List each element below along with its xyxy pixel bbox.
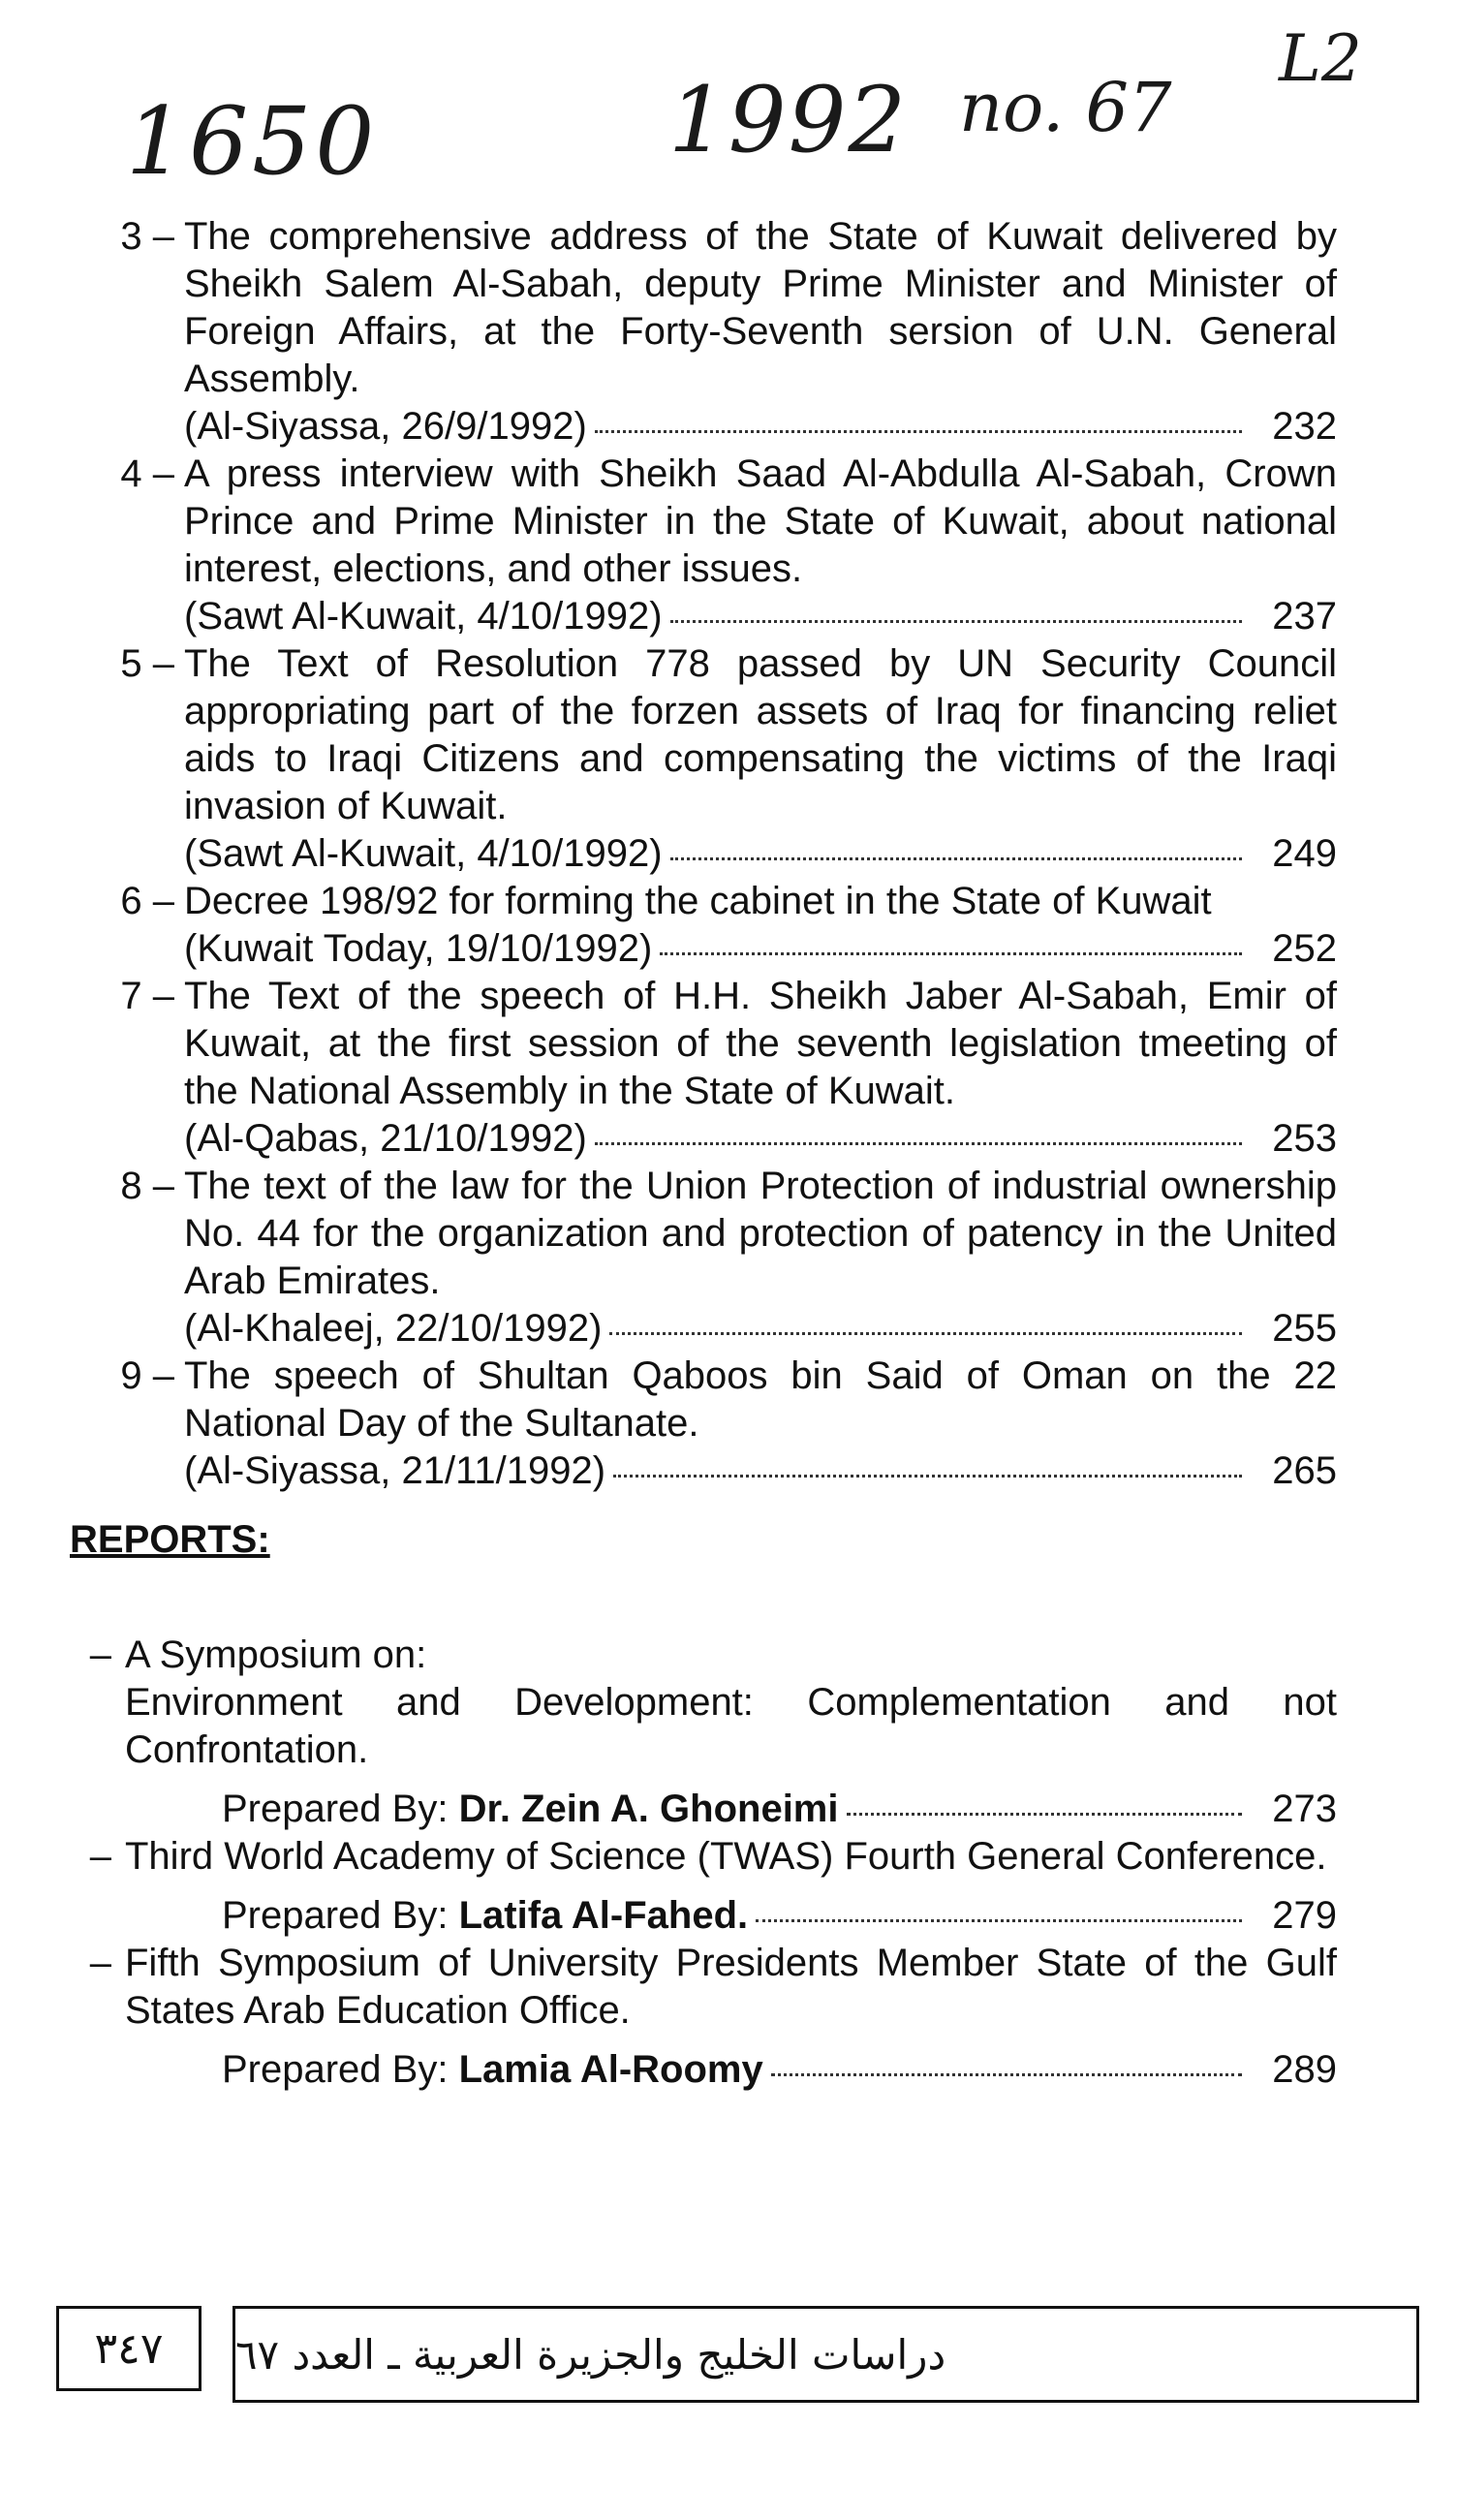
prepared-by-label: Prepared By: bbox=[222, 2048, 449, 2091]
entry-source: (Al-Khaleej, 22/10/1992) bbox=[184, 1307, 603, 1350]
prepared-by-label: Prepared By: bbox=[222, 1894, 449, 1937]
leader-dots bbox=[613, 1475, 1242, 1478]
footer-page-number: ٣٤٧ bbox=[56, 2306, 202, 2391]
handwritten-corner-mark: L2 bbox=[1279, 21, 1362, 96]
report-entry bbox=[58, 1940, 1337, 2094]
toc-entry bbox=[58, 213, 1337, 451]
report-entry bbox=[58, 1632, 1337, 1833]
report-entry bbox=[58, 1833, 1337, 1940]
leader-dots bbox=[670, 857, 1242, 860]
entry-source: (Sawt Al-Kuwait, 4/10/1992) bbox=[184, 832, 663, 875]
report-title: Fifth Symposium of University Presidents Member State of the Gulf States Arab Education Office. bbox=[125, 1942, 1337, 2032]
entry-page-number: 265 bbox=[1272, 1449, 1337, 1492]
report-page-number: 279 bbox=[1272, 1894, 1337, 1937]
toc-entry bbox=[58, 878, 1337, 973]
footer-journal-title: دراسات الخليج والجزيرة العربية ـ العدد ٦٧ bbox=[232, 2306, 1419, 2403]
entry-description: A press interview with Sheikh Saad Al-Abdulla Al-Sabah, Crown Prince and Prime Minister in the State of Kuwait, about national interest, elections, and other issues. bbox=[184, 452, 1337, 590]
entry-source: (Al-Siyassa, 26/9/1992) bbox=[184, 405, 587, 448]
entry-number: 4 – bbox=[120, 452, 174, 495]
leader-dots bbox=[595, 1142, 1242, 1145]
entry-source: (Al-Qabas, 21/10/1992) bbox=[184, 1117, 587, 1160]
toc-entry bbox=[58, 640, 1337, 878]
report-author: Dr. Zein A. Ghoneimi bbox=[458, 1788, 839, 1830]
entry-description: Decree 198/92 for forming the cabinet in the State of Kuwait bbox=[184, 880, 1212, 922]
report-title: A Symposium on: bbox=[125, 1633, 427, 1676]
entry-number: 9 – bbox=[120, 1354, 174, 1397]
handwritten-year: 1992 bbox=[668, 68, 909, 173]
entry-description: The Text of the speech of H.H. Sheikh Jaber Al-Sabah, Emir of Kuwait, at the first session of the seventh legislation tmeeting of the National Assembly in the State of Kuwait. bbox=[184, 975, 1337, 1112]
entry-source: (Sawt Al-Kuwait, 4/10/1992) bbox=[184, 595, 663, 638]
prepared-by-label: Prepared By: bbox=[222, 1788, 449, 1830]
leader-dots bbox=[595, 430, 1242, 433]
entry-page-number: 232 bbox=[1272, 405, 1337, 448]
leader-dots bbox=[756, 1919, 1242, 1922]
entry-description: The text of the law for the Union Protection of industrial ownership No. 44 for the organization and protection of patency in the United Arab Emirates. bbox=[184, 1165, 1337, 1302]
report-page-number: 289 bbox=[1272, 2048, 1337, 2091]
entry-description: The speech of Shultan Qaboos bin Said of Oman on the 22 National Day of the Sultanate. bbox=[184, 1354, 1337, 1445]
entry-number: 6 – bbox=[120, 880, 174, 922]
leader-dots bbox=[660, 952, 1242, 955]
leader-dots bbox=[609, 1332, 1242, 1335]
leader-dots bbox=[847, 1813, 1243, 1816]
report-page-number: 273 bbox=[1272, 1788, 1337, 1830]
toc-entry bbox=[58, 451, 1337, 640]
reports-heading: REPORTS: bbox=[70, 1518, 270, 1561]
handwritten-note-left: 1650 bbox=[126, 87, 379, 196]
table-of-contents bbox=[58, 213, 1337, 2094]
report-dash: – bbox=[89, 1942, 111, 1984]
toc-entry bbox=[58, 1353, 1337, 1495]
entry-page-number: 237 bbox=[1272, 595, 1337, 638]
leader-dots bbox=[771, 2073, 1242, 2076]
entry-page-number: 255 bbox=[1272, 1307, 1337, 1350]
entry-source: (Al-Siyassa, 21/11/1992) bbox=[184, 1449, 606, 1492]
report-author: Lamia Al-Roomy bbox=[458, 2048, 763, 2091]
entry-description: The comprehensive address of the State of Kuwait delivered by Sheikh Salem Al-Sabah, deputy Prime Minister and Minister of Foreign Affairs, at the Forty-Seventh sersion of U.N. General Assembly. bbox=[184, 215, 1337, 400]
entry-number: 5 – bbox=[120, 642, 174, 685]
report-dash: – bbox=[89, 1835, 111, 1878]
entry-page-number: 249 bbox=[1272, 832, 1337, 875]
report-dash: – bbox=[89, 1633, 111, 1676]
entry-page-number: 253 bbox=[1272, 1117, 1337, 1160]
toc-entry bbox=[58, 1163, 1337, 1353]
report-subtitle: Environment and Development: Complementation and not Confrontation. bbox=[125, 1681, 1337, 1771]
entry-number: 7 – bbox=[120, 975, 174, 1017]
entry-number: 8 – bbox=[120, 1165, 174, 1207]
entry-page-number: 252 bbox=[1272, 927, 1337, 970]
handwritten-issue-number: no. 67 bbox=[959, 68, 1172, 147]
entry-source: (Kuwait Today, 19/10/1992) bbox=[184, 927, 653, 970]
report-title: Third World Academy of Science (TWAS) Fourth General Conference. bbox=[125, 1835, 1327, 1878]
leader-dots bbox=[670, 620, 1242, 623]
report-author: Latifa Al-Fahed. bbox=[458, 1894, 749, 1937]
entry-description: The Text of Resolution 778 passed by UN Security Council appropriating part of the forzen assets of Iraq for financing reliet aids to Iraqi Citizens and compensating the victims of the Iraqi invasion of Kuwait. bbox=[184, 642, 1337, 827]
entry-number: 3 – bbox=[120, 215, 174, 258]
toc-entry bbox=[58, 973, 1337, 1163]
